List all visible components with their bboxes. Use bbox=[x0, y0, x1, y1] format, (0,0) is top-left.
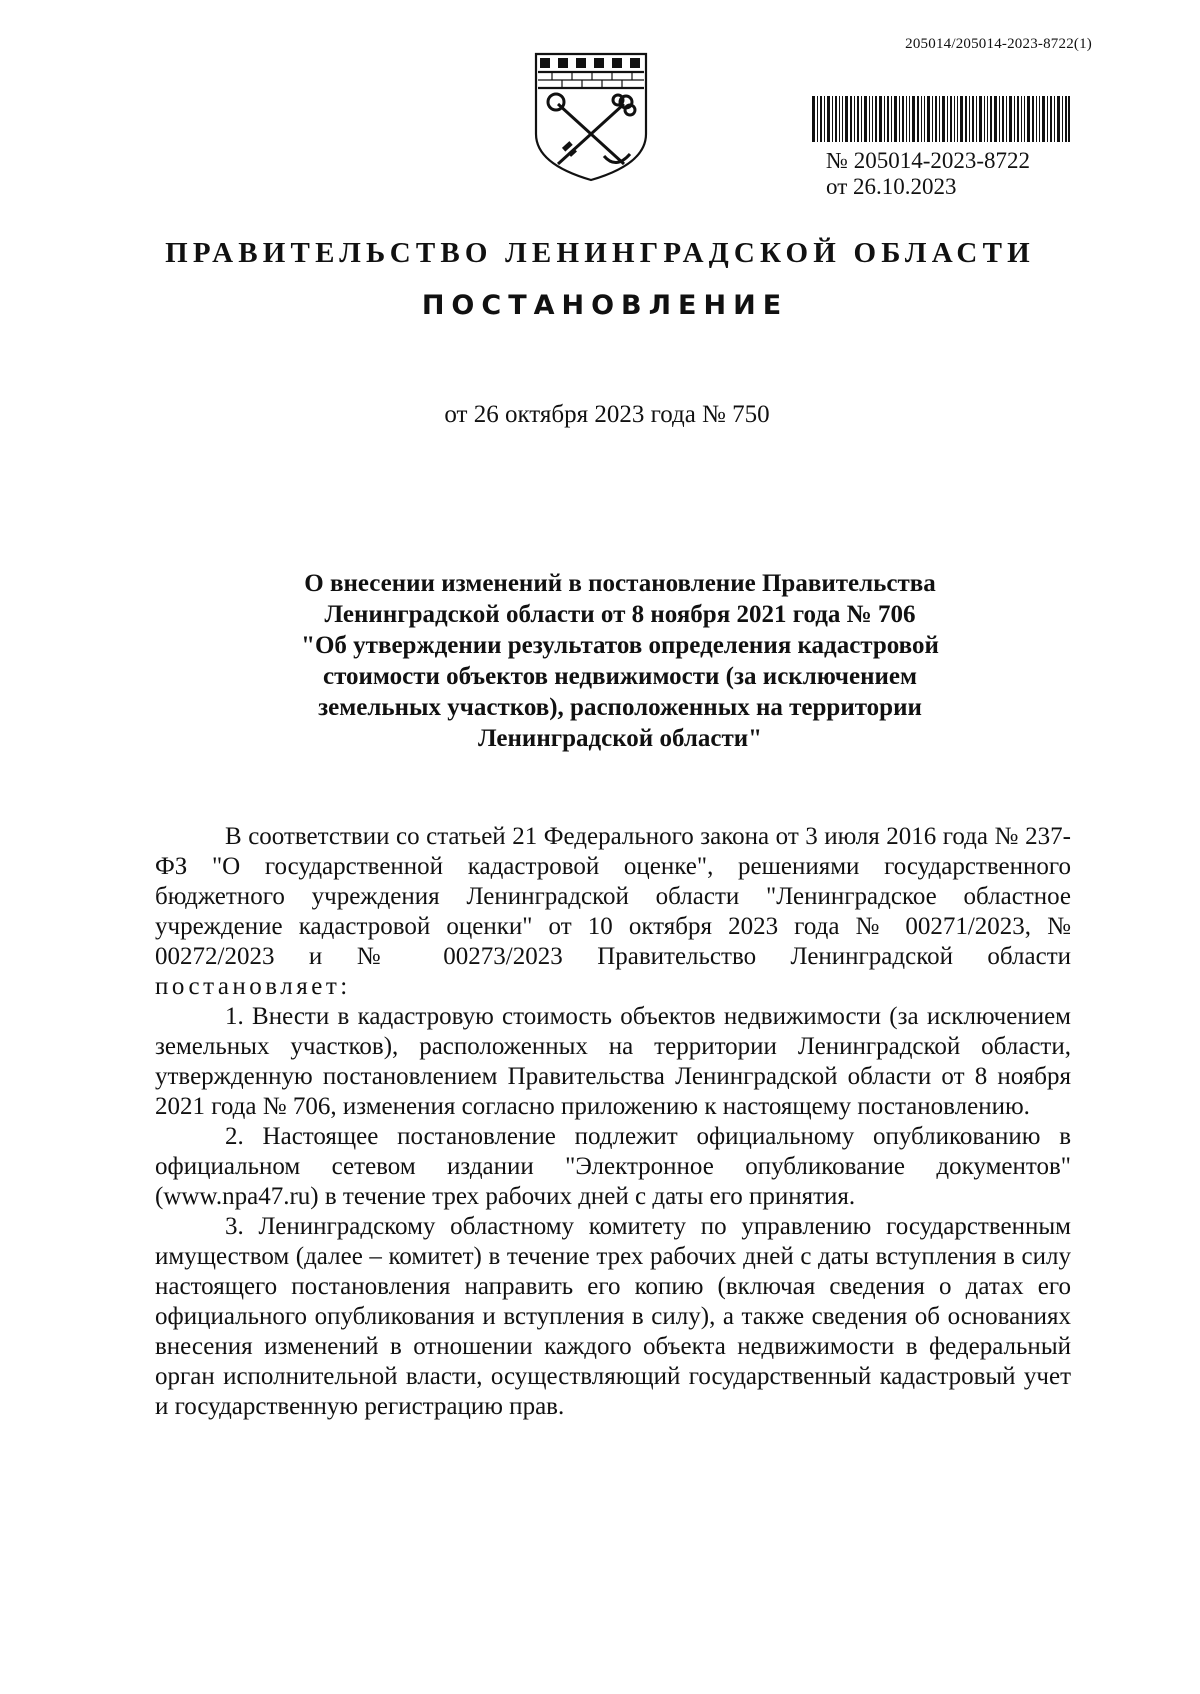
subject-line: О внесении изменений в постановление Правительства bbox=[304, 570, 936, 597]
document-subject bbox=[150, 568, 1090, 754]
coat-of-arms-emblem bbox=[530, 48, 652, 184]
document-date-number: от 26 октября 2023 года № 750 bbox=[444, 401, 770, 428]
preamble-end-text: Правительство Ленинградской области bbox=[597, 943, 1072, 970]
registration-barcode bbox=[812, 96, 1070, 142]
item-1-paragraph: 1. Внести в кадастровую стоимость объектов недвижимости (за исключением земельных участков), расположенных на территории Ленинградской области, утвержденную постановлением Правительства Ленинградской области от 8 ноября 2021 года № 706, изменения согласно приложению к настоящему постановлению. bbox=[155, 1003, 1071, 1120]
subject-line: "Об утверждении результатов определения кадастровой bbox=[301, 632, 939, 659]
decree-word: постановляет: bbox=[155, 973, 351, 1000]
subject-line: Ленинградской области" bbox=[477, 725, 763, 752]
subject-line: стоимости объектов недвижимости (за исключением bbox=[322, 663, 918, 690]
subject-line: земельных участков), расположенных на территории bbox=[318, 694, 922, 721]
item-3-paragraph: 3. Ленинградскому областному комитету по управлению государственным имуществом (далее – комитет) в течение трех рабочих дней с даты вступления в силу настоящего постановления направить его копию (включая сведения о датах его официального опубликования и вступления в силу), а также сведения об основаниях внесения изменений в отношении каждого объекта недвижимости в федеральный орган исполнительной власти, осуществляющий государственный кадастровый учет и государственную регистрацию прав. bbox=[155, 1213, 1071, 1420]
item-2-paragraph: 2. Настоящее постановление подлежит официальному опубликованию в официальном сетевом издании "Электронное опубликование документов" (www.npa47.ru) в течение трех рабочих дней с даты его принятия. bbox=[155, 1123, 1071, 1210]
document-system-id: 205014/205014-2023-8722(1) bbox=[905, 36, 1092, 52]
document-type: ПОСТАНОВЛЕНИЕ bbox=[421, 290, 789, 321]
registration-number: № 205014-2023-8722 bbox=[826, 148, 1031, 173]
preamble-text: В соответствии со статьей 21 Федерального закона от 3 июля 2016 года № 237-ФЗ "О государственной кадастровой оценке", решениями государственного бюджетного учреждения Ленинградской области "Ленинградское областное учреждение кадастровой оценки" от 10 октября 2023 года № 00271/2023, № 00272/2023 и № 00273/2023 bbox=[155, 823, 1071, 970]
preamble-paragraph bbox=[155, 822, 1071, 1002]
registration-date: от 26.10.2023 bbox=[826, 174, 957, 199]
government-title: ПРАВИТЕЛЬСТВО ЛЕНИНГРАДСКОЙ ОБЛАСТИ bbox=[165, 237, 1035, 269]
subject-line: Ленинградской области от 8 ноября 2021 года № 706 bbox=[324, 601, 916, 628]
document-body bbox=[155, 822, 1071, 1422]
